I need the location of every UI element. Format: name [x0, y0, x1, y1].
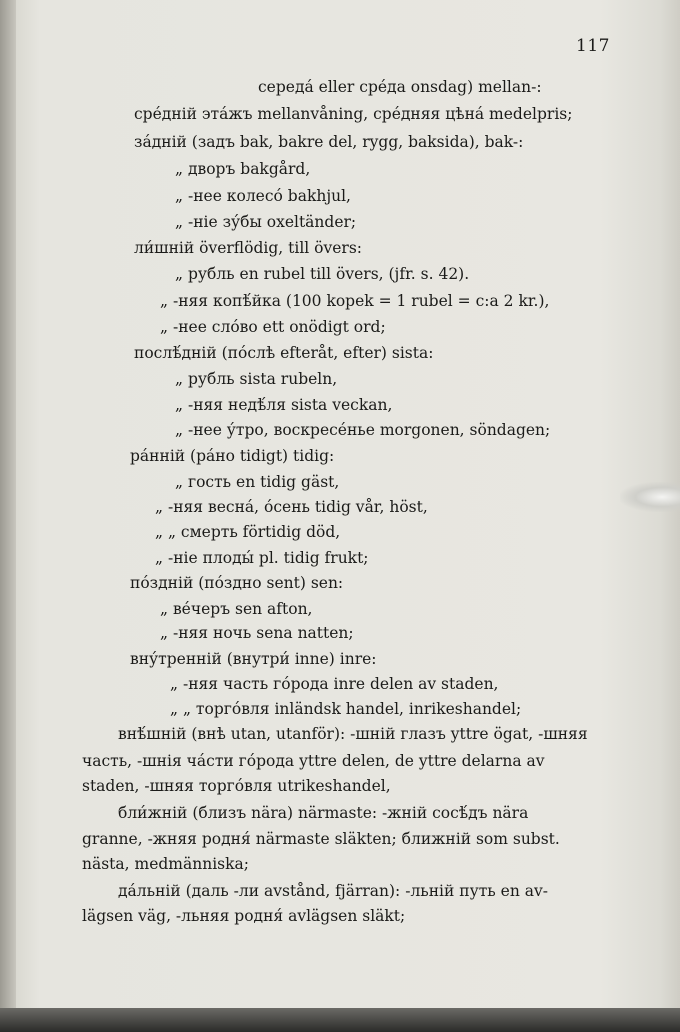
text-line: послѣ́днiй (по́слѣ efteråt, efter) sista:: [134, 344, 434, 362]
text-line: вну́треннiй (внутри́ inne) inre:: [130, 650, 377, 668]
text-line: staden, -шняя торго́вля utrikeshandel,: [82, 777, 391, 795]
text-line: „ -нее колесо́ bakhjul,: [175, 187, 351, 205]
text-line: „ -няя весна́, о́сень tidig vår, höst,: [155, 498, 428, 516]
text-line: да́льнiй (даль -ли avstånd, fjärran): -льнiй путь en av-: [118, 882, 548, 900]
text-line: за́днiй (задъ bak, bakre del, rygg, baksida), bak-:: [134, 133, 524, 151]
text-line: середа́ eller сре́да onsdag) mellan-:: [258, 78, 542, 96]
book-gutter: [0, 0, 16, 1032]
text-line: „ „ смерть förtidig död,: [155, 523, 341, 541]
text-line: „ ве́черъ sen afton,: [160, 600, 313, 618]
text-line: „ -нее сло́во ett onödigt ord;: [160, 318, 386, 336]
paper-highlight: [620, 482, 680, 512]
text-line: granne, -жняя родня́ närmaste släkten; ближнiй som subst.: [82, 830, 560, 848]
text-line: „ -няя ночь sena natten;: [160, 624, 354, 642]
text-line: внѣ́шнiй (внѣ utan, utanför): -шнiй глазъ yttre ögat, -шняя: [118, 725, 588, 743]
text-line: „ -нее у́тро, воскресе́нье morgonen, söndagen;: [175, 421, 551, 439]
text-line: „ „ торго́вля inländsk handel, inrikeshandel;: [170, 700, 522, 718]
text-line: „ -няя копѣ́йка (100 kopek = 1 rubel = c:a 2 kr.),: [160, 292, 550, 310]
text-line: „ -нiе плоды́ pl. tidig frukt;: [155, 549, 369, 567]
text-line: ра́ннiй (ра́но tidigt) tidig:: [130, 447, 335, 465]
text-line: ли́шнiй överflödig, till övers:: [134, 239, 363, 257]
text-line: lägsen väg, -льняя родня́ avlägsen släkt;: [82, 907, 406, 925]
text-line: „ рубль sista rubeln,: [175, 370, 338, 388]
text-line: nästa, medmänniska;: [82, 855, 249, 873]
text-line: „ дворъ bakgård,: [175, 160, 311, 178]
text-line: „ рубль en rubel till övers, (jfr. s. 42).: [175, 265, 470, 283]
text-line: по́зднiй (по́здно sent) sen:: [130, 574, 344, 592]
text-line: сре́днiй эта́жъ mellanvåning, сре́дняя цѣна́ medelpris;: [134, 105, 573, 123]
text-line: „ гость en tidig gäst,: [175, 473, 340, 491]
page-number: 117: [576, 36, 610, 56]
text-line: „ -няя недѣ́ля sista veckan,: [175, 396, 393, 414]
text-line: „ -няя часть го́рода inre delen av staden,: [170, 675, 499, 693]
text-line: часть, -шнiя ча́сти го́рода yttre delen, de yttre delarna av: [82, 752, 545, 770]
scan-bottom-edge: [0, 1008, 680, 1032]
text-line: „ -нiе зу́бы oxeltänder;: [175, 213, 357, 231]
text-line: бли́жнiй (близъ nära) närmaste: -жнiй сосѣ́дъ nära: [118, 804, 529, 822]
